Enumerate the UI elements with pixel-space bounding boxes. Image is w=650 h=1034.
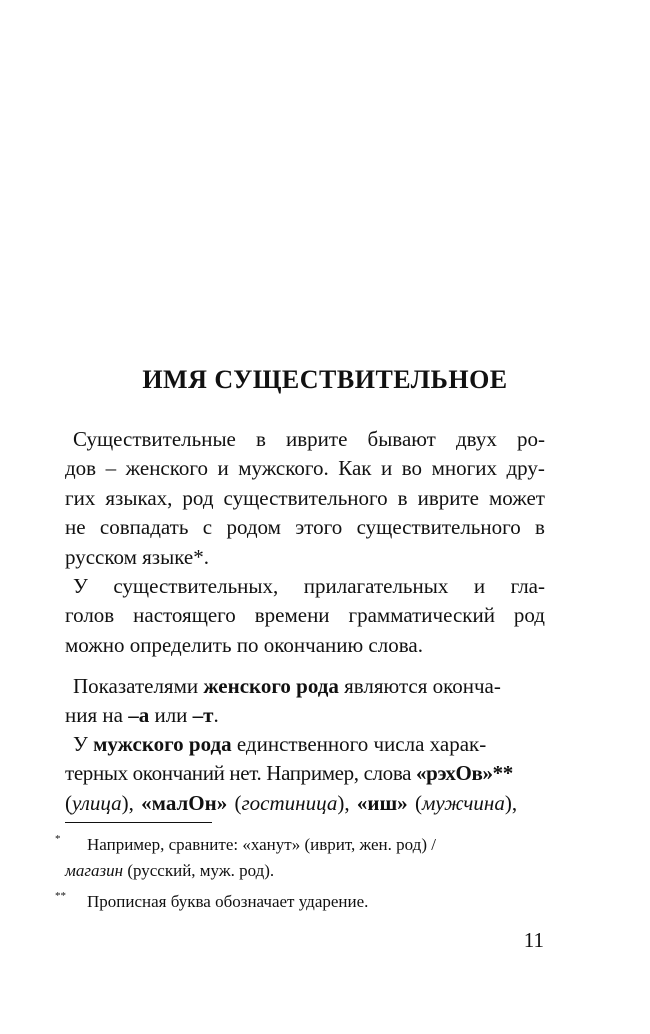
footnote-mark: ** — [55, 890, 66, 902]
word: может — [488, 485, 545, 510]
word: ро- — [516, 427, 545, 451]
word: женского — [125, 456, 208, 481]
example-malon: «малОн» — [141, 790, 228, 815]
paragraph-line — [65, 513, 545, 542]
word: иврите — [286, 427, 348, 451]
paragraph-genders — [65, 425, 545, 572]
word: род — [182, 485, 214, 510]
word: существительного — [356, 515, 521, 540]
word: Как — [338, 456, 372, 481]
word: не — [65, 515, 86, 540]
footnote-1 — [55, 832, 545, 884]
paragraph-line — [65, 730, 545, 759]
word: мужского. — [238, 456, 329, 481]
word: в — [397, 485, 408, 510]
footnote-text: Прописная буква обозначает ударение. — [87, 892, 369, 911]
text-run: ния на — [65, 703, 129, 728]
word: грамматический — [348, 603, 495, 628]
word: в — [255, 427, 266, 451]
word: родом — [226, 515, 281, 540]
text-run: единственного числа харак- — [231, 732, 487, 756]
word: голов — [65, 603, 115, 628]
translation-street: улица — [72, 790, 122, 815]
word: Существительные — [73, 427, 236, 451]
footnote-italic-word: магазин — [65, 861, 124, 880]
section-heading: ИМЯ СУЩЕСТВИТЕЛЬНОЕ — [142, 365, 508, 394]
text-run: ), — [337, 790, 357, 815]
footnote-line — [55, 889, 545, 915]
text-run: ), — [504, 790, 518, 815]
word: дру- — [506, 456, 545, 481]
paragraph-line — [65, 572, 545, 601]
word: времени — [254, 603, 330, 628]
word: и — [381, 456, 393, 481]
word: и — [217, 456, 229, 481]
ending-a: –а — [128, 703, 150, 728]
word: иврите — [417, 485, 479, 510]
text-run: ), — [121, 790, 142, 815]
text-run: ( — [407, 790, 422, 815]
footnote-divider — [65, 822, 212, 823]
word: совпадать — [99, 515, 189, 540]
word: существительного — [223, 485, 388, 510]
word: языках, — [105, 485, 173, 510]
example-rehov: «рэхОв»** — [415, 761, 513, 786]
word: и — [473, 574, 486, 598]
text-run: ( — [227, 790, 242, 815]
ending-t: –т — [192, 703, 214, 728]
word: в — [535, 515, 545, 540]
paragraph-line — [65, 701, 545, 730]
word: У — [73, 574, 88, 598]
word: – — [105, 456, 117, 481]
word: гих — [65, 485, 96, 510]
word: существительных, — [113, 574, 279, 598]
text-run: У — [73, 732, 94, 756]
paragraph-line — [65, 425, 545, 454]
paragraph-line: можно определить по окончанию слова. — [65, 632, 423, 657]
paragraph-feminine-endings — [65, 672, 545, 731]
term-masculine: мужского рода — [93, 732, 232, 756]
word: бывают — [367, 427, 436, 451]
paragraph-gender-determination — [65, 572, 545, 660]
text-run: или — [149, 703, 193, 728]
word: прилагательных — [303, 574, 449, 598]
paragraph-line — [65, 484, 545, 513]
footnote-line — [65, 858, 545, 884]
footnote-text: (русский, муж. род). — [123, 861, 275, 880]
translation-man: мужчина — [421, 790, 505, 815]
word: во — [401, 456, 423, 481]
word: гла- — [510, 574, 545, 598]
text-run: Показателями — [73, 674, 204, 698]
example-ish: «иш» — [356, 790, 408, 815]
paragraph-line — [65, 454, 545, 483]
paragraph-line — [65, 789, 545, 818]
paragraph-masculine — [65, 730, 545, 818]
paragraph-line: русском языке*. — [65, 544, 209, 569]
page-number: 11 — [523, 928, 544, 952]
word: многих — [431, 456, 497, 481]
text-run: терных окончаний нет. Например, слова — [65, 761, 416, 786]
word: двух — [455, 427, 497, 451]
paragraph-line — [65, 601, 545, 630]
word: род — [513, 603, 545, 628]
translation-hotel: гостиница — [241, 790, 338, 815]
text-run: являются оконча- — [338, 674, 501, 698]
term-feminine: женского рода — [203, 674, 339, 698]
footnote-2 — [55, 889, 545, 915]
paragraph-line — [65, 672, 545, 701]
word: этого — [295, 515, 343, 540]
text-run: ( — [65, 790, 72, 815]
word: с — [202, 515, 213, 540]
word: дов — [65, 456, 97, 481]
footnote-mark: * — [55, 833, 61, 845]
word: настоящего — [133, 603, 236, 628]
paragraph-line — [65, 759, 545, 788]
text-run: . — [213, 703, 219, 728]
footnote-line — [55, 832, 545, 858]
footnote-text: Например, сравните: «ханут» (иврит, жен. род) / — [87, 835, 436, 854]
